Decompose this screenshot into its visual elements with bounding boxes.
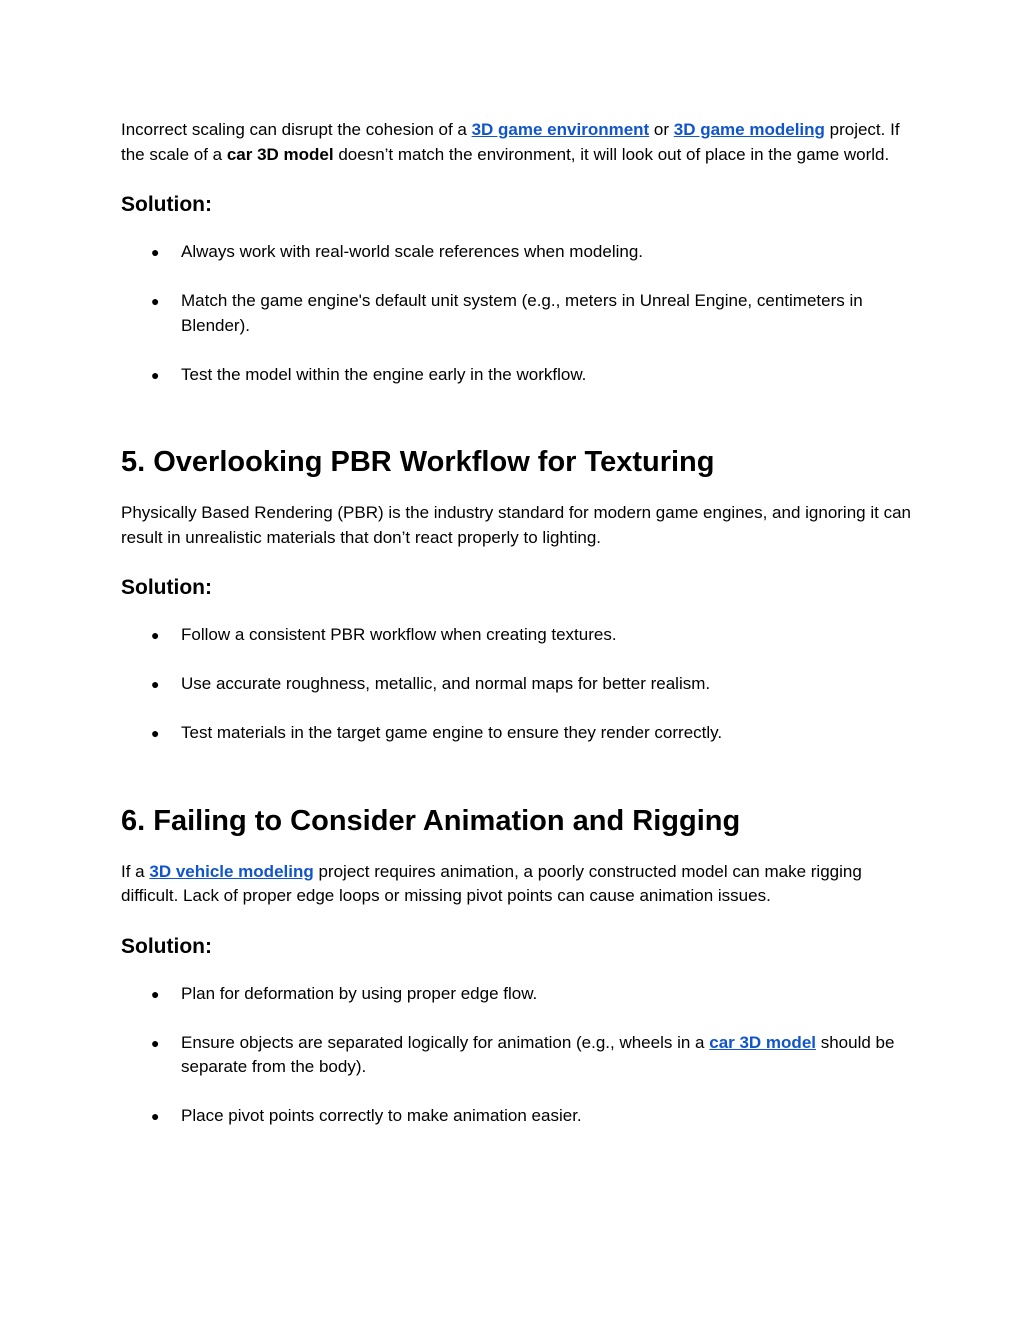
list-item-text: Always work with real-world scale references when modeling.: [181, 242, 644, 261]
section-paragraph: [121, 860, 911, 909]
solution-list: [121, 623, 911, 746]
section-heading: 6. Failing to Consider Animation and Rigging: [121, 804, 741, 837]
bullet-icon: ●: [151, 676, 160, 692]
solution-heading: Solution:: [121, 193, 212, 216]
link-3d-vehicle-modeling[interactable]: 3D vehicle modeling: [149, 861, 314, 881]
intro-text: Incorrect scaling can disrupt the cohesion of a: [121, 120, 472, 139]
intro-text: project. If the scale of a: [121, 120, 900, 164]
bullet-icon: ●: [151, 1034, 160, 1051]
bullet-icon: ●: [151, 366, 160, 383]
list-item-text: Match the game engine's default unit system (e.g., meters in Unreal Engine, centimeters in Blender).: [181, 291, 863, 335]
bullet-icon: ●: [151, 1108, 160, 1124]
bullet-icon: ●: [151, 244, 160, 260]
solution-list: [121, 240, 911, 387]
intro-text: doesn’t match the environment, it will look out of place in the game world.: [333, 144, 890, 164]
solution-heading: Solution:: [121, 934, 212, 958]
list-item: [121, 1104, 911, 1129]
paragraph-text: project requires animation, a poorly constructed model can make rigging difficult. Lack of proper edge loops or missing pivot points can cause animation issues.: [121, 861, 862, 905]
paragraph-text: If a: [121, 861, 150, 881]
link-car-3d-model[interactable]: car 3D model: [709, 1032, 816, 1052]
bullet-icon: ●: [151, 293, 160, 309]
solution-list: [121, 982, 911, 1129]
list-item-text: Place pivot points correctly to make animation easier.: [181, 1106, 582, 1125]
list-item: [121, 363, 911, 388]
list-item: [121, 721, 911, 746]
bullet-icon: ●: [151, 985, 160, 1002]
list-item-text: should be separate from the body).: [181, 1032, 895, 1076]
list-item-text: Follow a consistent PBR workflow when creating textures.: [181, 625, 617, 644]
section-heading: 5. Overlooking PBR Workflow for Texturing: [121, 446, 715, 478]
solution-heading: Solution:: [121, 576, 212, 599]
list-item: [121, 1031, 911, 1080]
section-paragraph: Physically Based Rendering (PBR) is the industry standard for modern game engines, and ignoring it can result in unrealistic materials that don’t react properly to lighting.: [121, 503, 911, 547]
intro-text: or: [649, 120, 674, 139]
intro-bold-car-3d-model: car 3D model: [226, 144, 334, 164]
list-item-text: Test the model within the engine early in the workflow.: [181, 364, 587, 384]
list-item: [121, 982, 911, 1007]
list-item-text: Use accurate roughness, metallic, and normal maps for better realism.: [181, 674, 711, 693]
bullet-icon: ●: [151, 627, 160, 643]
bullet-icon: ●: [151, 725, 160, 741]
list-item-text: Plan for deformation by using proper edge flow.: [181, 983, 538, 1003]
list-item-text: Test materials in the target game engine to ensure they render correctly.: [181, 723, 723, 742]
list-item: [121, 623, 911, 648]
list-item: [121, 672, 911, 697]
link-3d-game-environment[interactable]: 3D game environment: [471, 120, 650, 139]
list-item: [121, 240, 911, 265]
intro-paragraph: [121, 118, 911, 167]
link-3d-game-modeling[interactable]: 3D game modeling: [673, 120, 825, 139]
list-item-text: Ensure objects are separated logically for animation (e.g., wheels in a: [181, 1032, 710, 1052]
list-item: [121, 289, 911, 338]
document-page: [121, 118, 911, 1129]
